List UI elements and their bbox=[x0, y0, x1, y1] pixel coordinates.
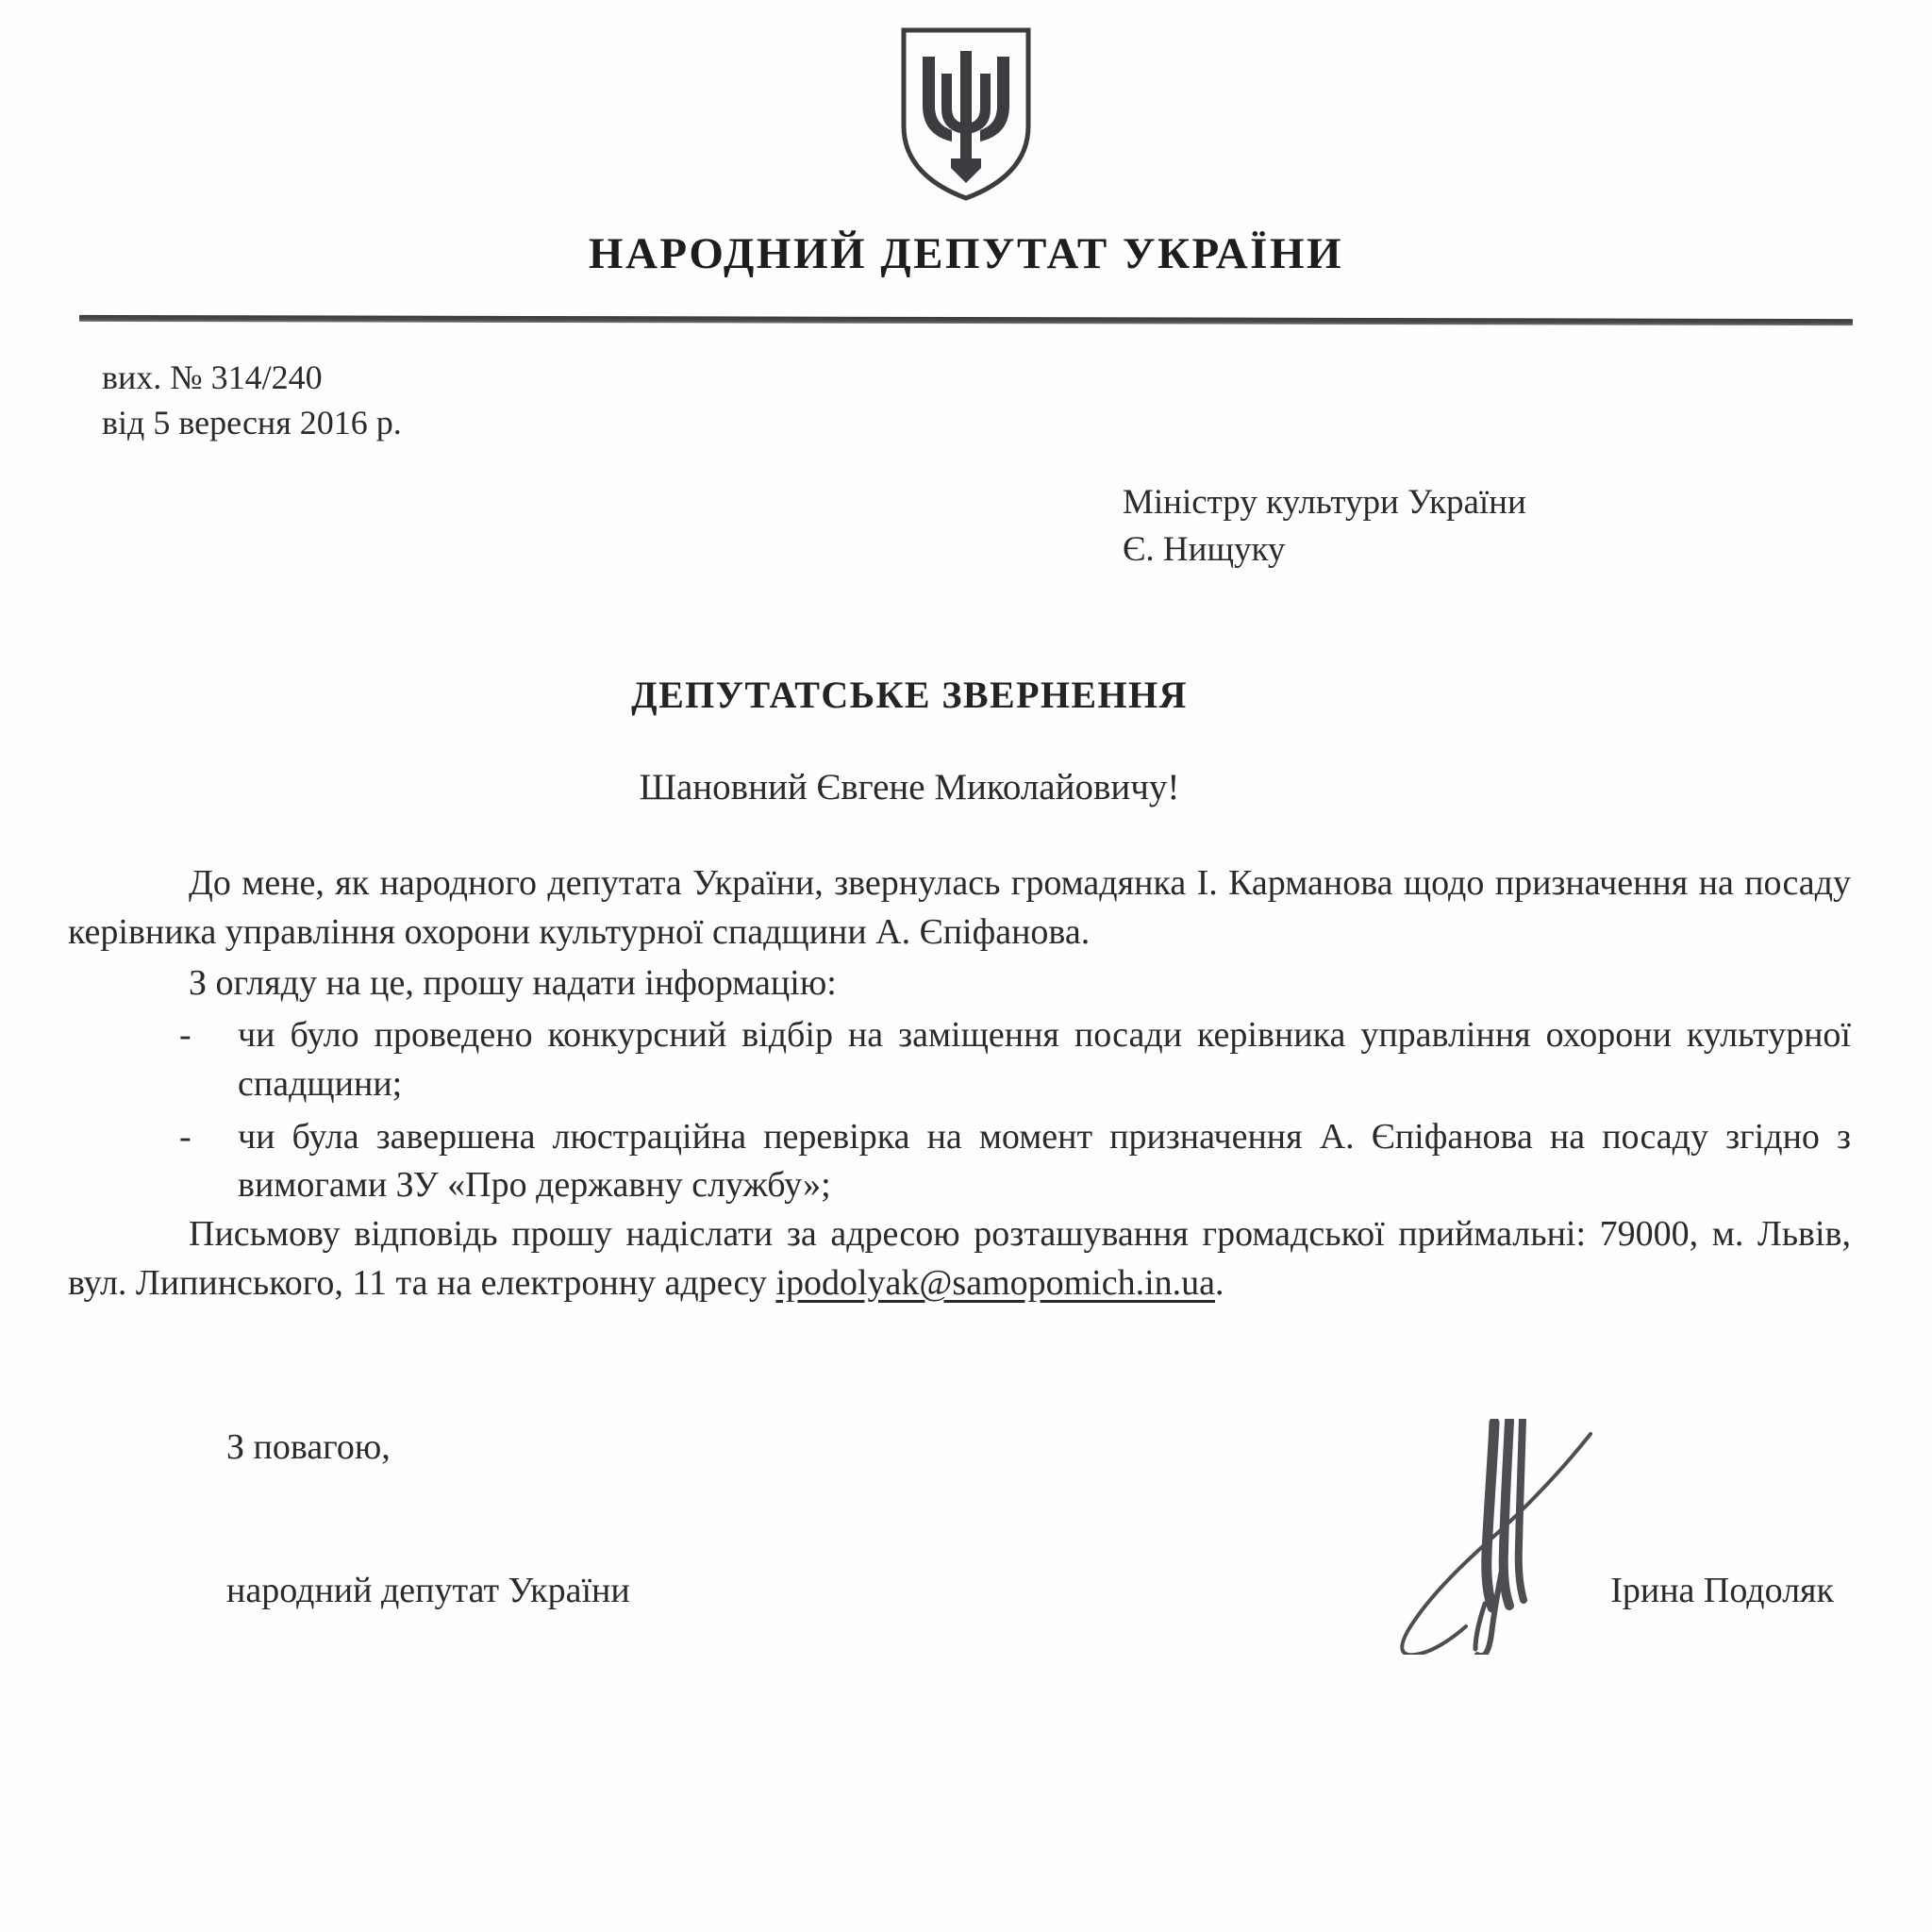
closing-regards: З повагою, bbox=[226, 1427, 391, 1468]
reply-address-text: Письмову відповідь прошу надіслати за адресою розташування громадської приймальні: 79000, м. Львів, вул. Липинського, 11 та на електронну адресу bbox=[68, 1213, 1851, 1303]
addressee-name: Є. Нищуку bbox=[1123, 529, 1286, 569]
header-divider bbox=[79, 315, 1853, 325]
addressee-block bbox=[0, 479, 1932, 573]
list-item bbox=[68, 1011, 1851, 1108]
list-item-text: чи було проведено конкурсний відбір на заміщення посади керівника управління охорони культурної спадщини; bbox=[238, 1015, 1851, 1104]
organization-title: НАРОДНИЙ ДЕПУТАТ УКРАЇНИ bbox=[588, 229, 1344, 278]
email-address[interactable]: ipodolyak@samopomich.in.ua bbox=[775, 1262, 1216, 1303]
reference-block bbox=[0, 356, 1932, 445]
body-paragraph-1: До мене, як народного депутата України, звернулась громадянка І. Карманова щодо призначення на посаду керівника управління охорони культурної спадщини А. Єпіфанова. bbox=[68, 863, 1851, 952]
body-paragraph-3 bbox=[68, 1210, 1851, 1307]
request-list bbox=[68, 1011, 1851, 1210]
signatory-name: Ірина Подоляк bbox=[1610, 1571, 1834, 1611]
letterhead bbox=[0, 0, 1932, 324]
list-item-text: чи була завершена люстраційна перевірка на момент призначення А. Єпіфанова на посаду згідно з вимогами ЗУ «Про державну службу»; bbox=[238, 1116, 1851, 1206]
document-date: від 5 вересня 2016 р. bbox=[102, 403, 402, 441]
salutation: Шановний Євгене Миколайовичу! bbox=[639, 767, 1180, 808]
paragraph-end-punctuation: . bbox=[1215, 1262, 1224, 1303]
document-heading: ДЕПУТАТСЬКЕ ЗВЕРНЕННЯ bbox=[631, 674, 1188, 717]
outgoing-reference-number: вих. № 314/240 bbox=[102, 358, 323, 396]
body-paragraph-2: З огляду на це, прошу надати інформацію: bbox=[189, 962, 837, 1003]
list-item bbox=[68, 1113, 1851, 1210]
bullet-dash: - bbox=[179, 1015, 192, 1056]
ukraine-trident-coat-of-arms-icon bbox=[896, 25, 1036, 204]
signature-row bbox=[68, 1570, 1851, 1611]
signatory-role: народний депутат України bbox=[226, 1571, 630, 1611]
signature-block bbox=[0, 1426, 1932, 1611]
addressee-position: Міністру культури України bbox=[1123, 483, 1526, 523]
bullet-dash: - bbox=[179, 1116, 192, 1157]
letter-body bbox=[0, 859, 1932, 1307]
